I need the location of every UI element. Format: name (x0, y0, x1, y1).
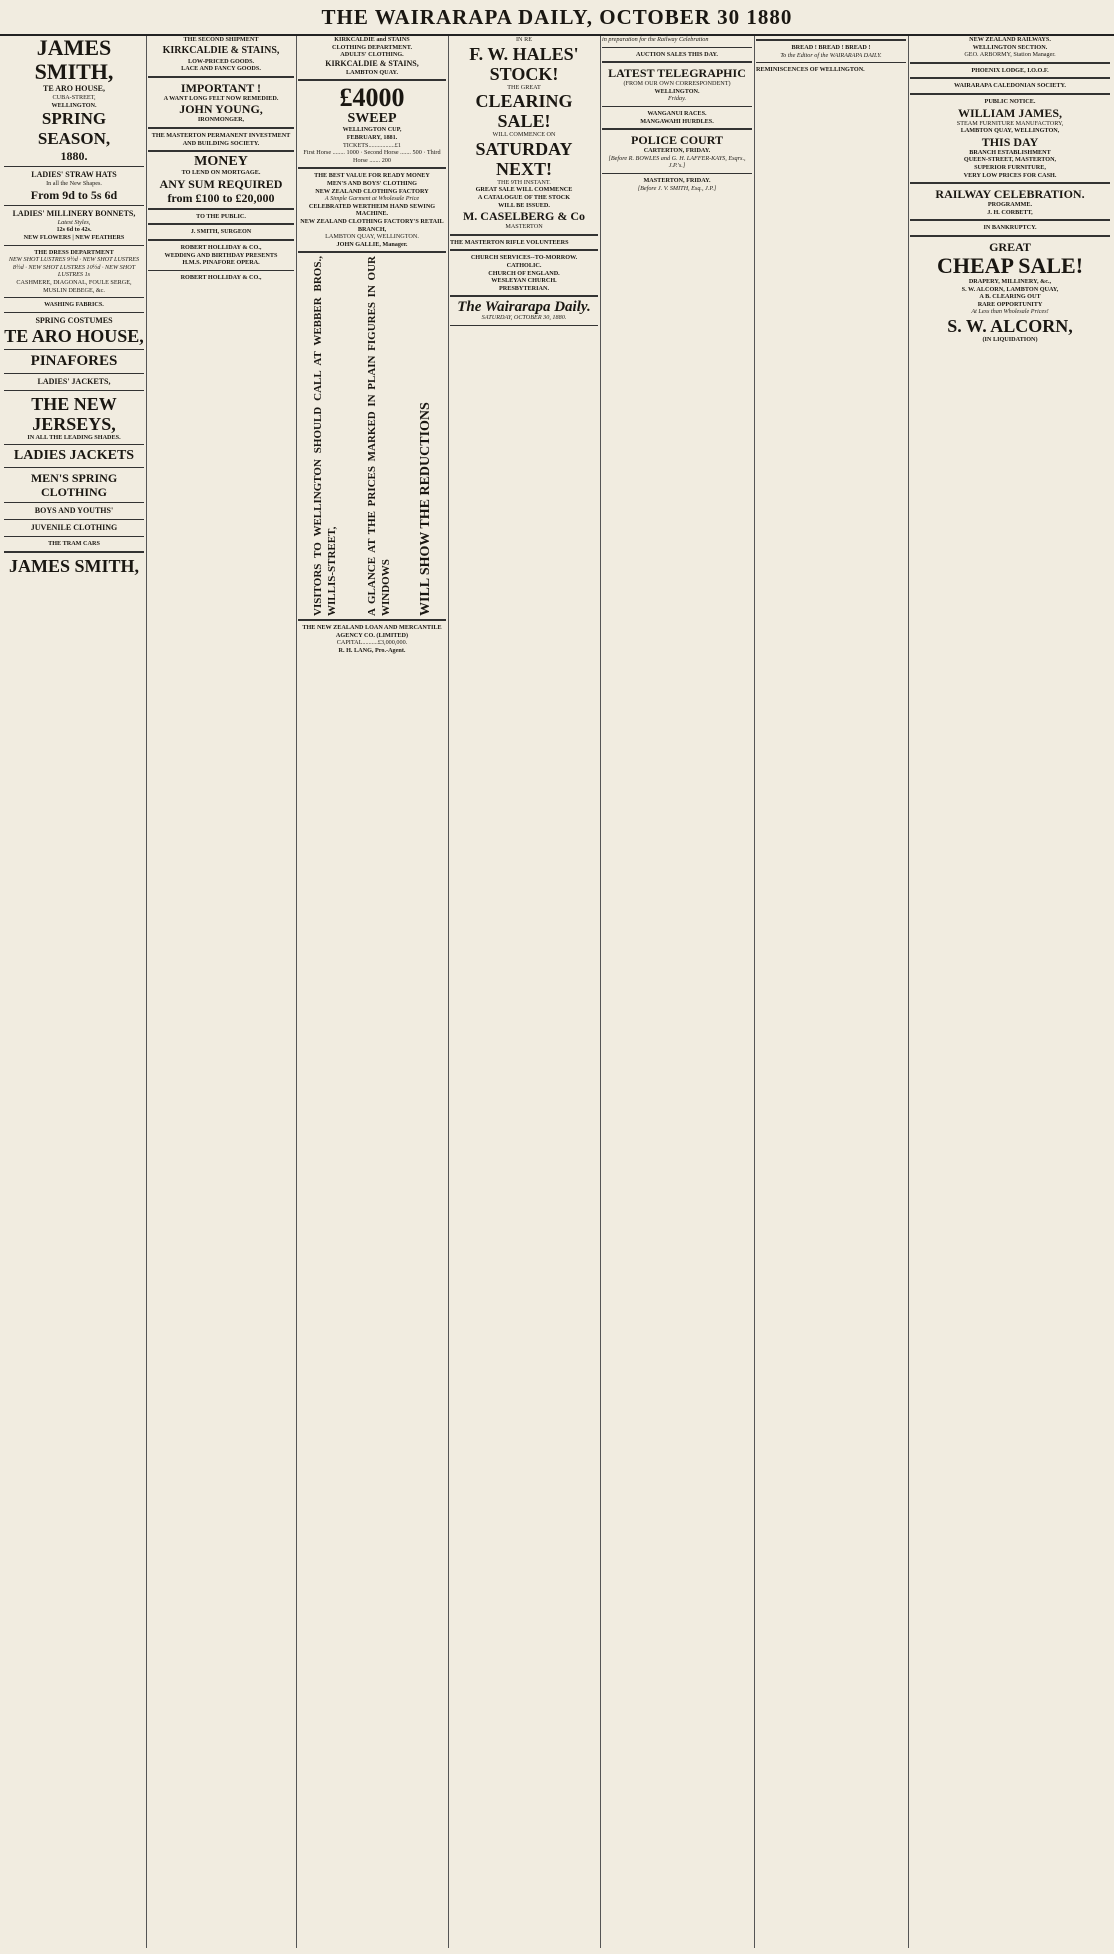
advert-quay2: LAMBTON QUAY, WELLINGTON. (325, 233, 419, 241)
advert-season: SPRING SEASON, (37, 109, 111, 149)
column-2 (148, 36, 294, 1948)
advert-manager: JOHN GALLIE, Manager. (336, 240, 408, 248)
advert-millinery-sub: Latest Styles, (57, 218, 91, 226)
sale-opportunity: RARE OPPORTUNITY (977, 300, 1043, 308)
advert-wedding: WEDDING AND BIRTHDAY PRESENTS (164, 251, 278, 259)
advert-firm: KIRKCALDIE and STAINS (334, 36, 410, 43)
sweep-cup: WELLINGTON CUP, (342, 126, 402, 134)
sale-alcorn: S. W. ALCORN, LAMBTON QUAY, (961, 285, 1059, 293)
advert-ladies-jackets: LADIES JACKETS (13, 448, 135, 464)
police-header: POLICE COURT (631, 133, 723, 148)
reminiscences-header: REMINISCENCES OF WELLINGTON. (756, 66, 865, 74)
vertical-advert (298, 256, 446, 616)
advert-jerseys: THE NEW JERSEYS, (31, 393, 117, 434)
advert-important-sub: A WANT LONG FELT NOW REMEDIED. (163, 94, 279, 102)
column-divider (296, 36, 297, 1948)
column-4 (450, 36, 598, 1948)
railways-sub: WELLINGTON SECTION. (972, 43, 1048, 51)
advert-brand: JAMES SMITH, (34, 36, 114, 84)
telegraphic-header: LATEST TELEGRAPHIC (608, 66, 746, 81)
advert-adults: ADULTS' CLOTHING. (340, 51, 404, 59)
notice-low: VERY LOW PRICES FOR CASH. (963, 171, 1057, 179)
advert-factory2: NEW ZEALAND CLOTHING FACTORY'S RETAIL BRANCH, (300, 217, 444, 233)
bread-editor: To the Editor of the WAIRARAPA DAILY. (780, 51, 882, 59)
advert-mens: MEN'S SPRING CLOTHING (30, 471, 118, 500)
advert-firm2: KIRKCALDIE & STAINS, (325, 58, 419, 68)
advert-money: MONEY (194, 154, 248, 170)
advert-capital: CAPITAL..........£3,000,000. (336, 639, 408, 647)
notice-william: WILLIAM JAMES, (957, 105, 1062, 120)
advert-inst: THE 9TH INSTANT. (497, 178, 551, 186)
advert-hats-sub: In all the New Shapes. (46, 180, 102, 188)
bread-header: BREAD ! BREAD ! BREAD ! (791, 44, 871, 51)
advert-tearo: TE ARO HOUSE, (4, 325, 144, 346)
notice-queen: QUEEN-STREET, MASTERTON, (963, 156, 1057, 164)
advert-firm: M. CASELBERG & Co (462, 209, 585, 224)
advert-millinery-price: 12s 6d to 42s. (56, 226, 92, 234)
advert-factory: NEW ZEALAND CLOTHING FACTORY (315, 187, 429, 195)
telegraphic-place: WELLINGTON. (654, 87, 700, 95)
paper-date: SATURDAY, OCTOBER 30, 1880. (481, 314, 567, 322)
railways-agent: GEO. ARBORMY, Station Manager. (964, 51, 1056, 59)
sale-footer: S. W. ALCORN, (947, 315, 1073, 336)
advert-hats-price: From 9d to 5s 6d (30, 187, 118, 202)
notice-header: PUBLIC NOTICE. (984, 97, 1036, 105)
vertical-text: WILL SHOW THE REDUCTIONS (418, 402, 433, 617)
advert-amount: ANY SUM REQUIRED from £100 to £20,000 (159, 176, 283, 205)
police-court: CARTERTON, FRIDAY. (643, 147, 711, 155)
advert-holliday: ROBERT HOLLIDAY & CO., (180, 243, 262, 251)
column-divider (600, 36, 601, 1948)
advert-dept: CLOTHING DEPARTMENT. (332, 43, 412, 51)
sale-footer2: (IN LIQUIDATION) (982, 335, 1038, 343)
police-masterton: MASTERTON, FRIDAY. (643, 176, 711, 184)
notice-superior: SUPERIOR FURNITURE, (974, 163, 1046, 171)
advert-cashmere: CASHMERE, DIAGONAL, FOULE SERGE, MUSLIN DEBEGE, &c. (16, 278, 132, 294)
advert-money-sub: TO LEND ON MORTGAGE. (181, 169, 261, 177)
notice-thisday: THIS DAY (981, 134, 1039, 149)
advert-wertheim: CELEBRATED WERTHEIM HAND SEWING MACHINE. (308, 202, 436, 218)
paper-title: The Wairarapa Daily. (457, 299, 591, 316)
advert-pinafore: H.M.S. PINAFORE OPERA. (182, 259, 260, 267)
advert-feathers: NEW FLOWERS | NEW FEATHERS (23, 233, 125, 241)
advert-jackets: LADIES' JACKETS, (37, 376, 111, 386)
advert-name: F. W. HALES' (469, 43, 579, 64)
notice-furniture: STEAM FURNITURE MANUFACTORY, (956, 119, 1064, 127)
advert-commence: WILL COMMENCE ON (492, 131, 556, 139)
advert-masterton: THE MASTERTON PERMANENT INVESTMENT AND BUILDING SOCIETY. (151, 131, 291, 147)
sale-ab: A B. CLEARING OUT (979, 293, 1041, 301)
advert-clearing: CLEARING SALE! (475, 91, 573, 132)
advert-ironmonger: JOHN YOUNG, (179, 102, 263, 117)
advert-millinery: LADIES' MILLINERY BONNETS, (12, 208, 136, 218)
sweep-prizes: First Horse ........ 1000 · Second Horse ....... 500 · Third Horse ....... 200 (303, 149, 441, 164)
advert-place: MASTERTON (505, 223, 543, 231)
advert-ironmonger-sub: IRONMONGER, (197, 116, 245, 124)
advert-washing: WASHING FABRICS. (44, 301, 104, 309)
column-divider (146, 36, 147, 1948)
masthead (0, 0, 1114, 36)
hurdles-header: MANGAWAHI HURDLES. (640, 117, 714, 125)
phoenix-header: PHOENIX LODGE, I.O.O.F. (971, 66, 1049, 74)
column-7 (910, 36, 1110, 1948)
intro-text: in preparation for the Railway Celebration (602, 36, 709, 43)
advert-head: THE SECOND SHIPMENT (183, 36, 259, 43)
advert-reduction: TO THE PUBLIC. (196, 212, 246, 220)
advert-pinafores: PINAFORES (30, 352, 118, 369)
church-england: CHURCH OF ENGLAND. (488, 269, 560, 277)
vertical-text: A GLANCE AT THE PRICES MARKED IN PLAIN FIGURES IN OUR WINDOWS (366, 256, 392, 617)
advert-quay: LAMBTON QUAY. (345, 68, 399, 76)
sale-drapery: DRAPERY, MILLINERY, &c., (968, 277, 1052, 285)
advert-lace: LACE AND FANCY GOODS. (181, 65, 261, 73)
notice-rifles: THE MASTERTON RIFLE VOLUNTEERS (450, 238, 569, 246)
advert-great: THE GREAT (507, 83, 541, 91)
advert-house: TE ARO HOUSE, (42, 84, 105, 93)
sweep-title: SWEEP (347, 111, 397, 127)
advert-surgeon: J. SMITH, SURGEON (190, 228, 252, 236)
advert-dress: THE DRESS DEPARTMENT (34, 248, 114, 256)
auction-header: AUCTION SALES THIS DAY. (636, 50, 718, 58)
police-before: [Before R. BOWLES and G. H. LAFFER-KAYS, Esqrs., J.P.'s.] (608, 154, 746, 170)
sale-cheap: CHEAP SALE! (936, 252, 1084, 278)
advert-loan: THE NEW ZEALAND LOAN AND MERCANTILE AGENCY CO. (LIMITED) (302, 624, 442, 639)
advert-street: CUBA-STREET, (52, 94, 96, 101)
sweep-tickets: TICKETS.................£1 (343, 141, 401, 149)
sweep-amount: £4000 (339, 83, 405, 113)
telegraphic-sub: (FROM OUR OWN CORRESPONDENT) (623, 80, 731, 88)
advert-mens: MEN'S AND BOYS' CLOTHING (327, 179, 417, 187)
advert-stock: STOCK! (489, 63, 559, 84)
newspaper-title: THE WAIRARAPA DAILY, OCTOBER 30 1880 (321, 5, 793, 29)
railway-header: RAILWAY CELEBRATION. (935, 187, 1085, 202)
church-wesleyan: WESLEYAN CHURCH. (491, 277, 557, 285)
caledonian-header: WAIRARAPA CALEDONIAN SOCIETY. (954, 82, 1066, 90)
telegraphic-day: Friday. (667, 95, 687, 103)
sweep-date: FEBRUARY, 1881. (346, 133, 398, 141)
sale-great: GREAT (989, 239, 1031, 254)
church-catholic: CATHOLIC. (506, 261, 542, 269)
advert-city: WELLINGTON. (51, 101, 97, 109)
advert-intro: IN RE (516, 36, 532, 43)
advert-next: NEXT! (495, 158, 552, 179)
notice-branch: BRANCH ESTABLISHMENT (969, 148, 1051, 156)
column-divider (754, 36, 755, 1948)
column-6 (756, 36, 906, 1948)
advert-footer: ROBERT HOLLIDAY & CO., (180, 273, 262, 281)
sale-prices: At Less than Wholesale Prices! (971, 308, 1049, 316)
church-header: CHURCH SERVICES--TO-MORROW. (470, 254, 578, 262)
notice-quay: LAMBTON QUAY, WELLINGTON, (960, 127, 1060, 135)
advert-firm: KIRKCALDIE & STAINS, (162, 44, 280, 56)
advert-footer: JAMES SMITH, (8, 555, 140, 576)
advert-dress-lines: NEW SHOT LUSTRES 9½d · NEW SHOT LUSTRES 8½d · NEW SHOT LUSTRES 10½d · NEW SHOT LUSTRES 1s (8, 256, 140, 279)
bankruptcy-header: IN BANKRUPTCY. (983, 224, 1037, 232)
column-3 (298, 36, 446, 1948)
advert-boys: BOYS AND YOUTHS' (34, 506, 114, 516)
advert-catalogue: A CATALOGUE OF THE STOCK (477, 193, 571, 201)
advert-jerseys-sub: IN ALL THE LEADING SHADES. (27, 433, 121, 441)
advert-juvenile: JUVENILE CLOTHING (30, 523, 118, 533)
column-1 (4, 36, 144, 1948)
advert-lowpriced: LOW-PRICED GOODS. (187, 57, 255, 65)
column-5 (602, 36, 752, 1948)
advert-hats: LADIES' STRAW HATS (31, 170, 117, 180)
police-before2: [Before J. V. SMITH, Esq., J.P.] (637, 184, 717, 192)
programme-signature: J. H. CORBETT, (987, 208, 1033, 216)
advert-important: IMPORTANT ! (180, 80, 262, 95)
railways-header: NEW ZEALAND RAILWAYS. (969, 36, 1051, 43)
vertical-text: VISITORS TO WELLINGTON SHOULD CALL AT WEBBER BROS., WILLIS-STREET, (312, 256, 338, 617)
advert-loan-footer: R. H. LANG, Pro.-Agent. (338, 647, 406, 655)
church-presbyterian: PRESBYTERIAN. (498, 284, 550, 292)
advert-day: SATURDAY (475, 138, 573, 159)
advert-costumes: SPRING COSTUMES (35, 315, 113, 325)
column-divider (908, 36, 909, 1948)
races-header: WANGANUI RACES. (647, 109, 707, 117)
advert-sale: A Simple Garment at Wholesale Price (324, 195, 420, 203)
advert-issued: WILL BE ISSUED. (498, 201, 550, 209)
column-divider (448, 36, 449, 1948)
advert-year: 1880. (60, 149, 88, 164)
advert-tram: THE TRAM CARS (48, 540, 100, 548)
advert-best: THE BEST VALUE FOR READY MONEY (314, 172, 430, 180)
advert-sale: GREAT SALE WILL COMMENCE (475, 186, 573, 194)
programme-header: PROGRAMME. (987, 201, 1033, 209)
